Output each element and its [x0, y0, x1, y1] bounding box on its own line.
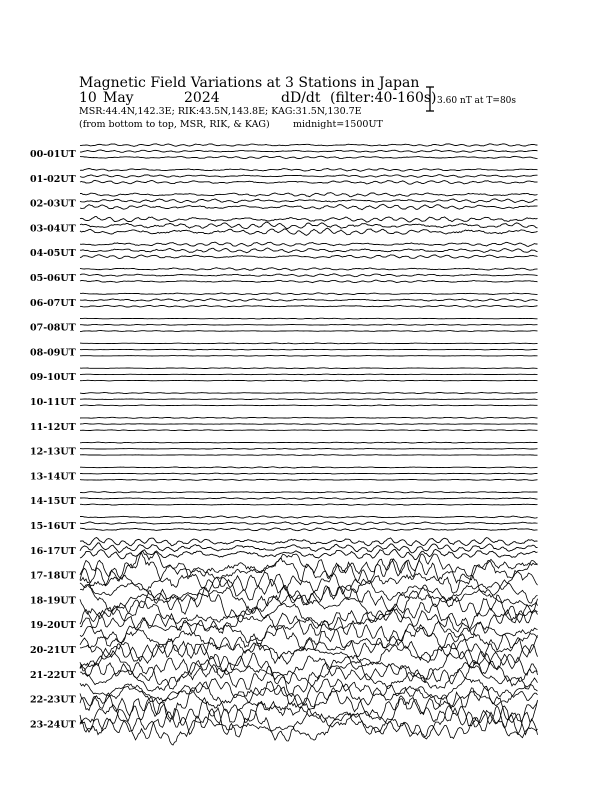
date-day: 10 [79, 90, 97, 106]
trace-23-24UT-KAG [80, 698, 538, 738]
row-label-18-19UT: 18-19UT [30, 595, 76, 607]
trace-13-14UT-KAG [80, 467, 538, 468]
row-label-01-02UT: 01-02UT [30, 173, 76, 185]
row-label-20-21UT: 20-21UT [30, 645, 76, 656]
trace-06-07UT-MSR [80, 305, 538, 307]
trace-10-11UT-KAG [80, 393, 538, 394]
row-label-14-15UT: 14-15UT [30, 496, 76, 508]
trace-19-20UT-RIK [80, 606, 538, 637]
row-label-05-06UT: 05-06UT [30, 273, 76, 284]
trace-06-07UT-KAG [80, 293, 538, 295]
row-label-06-07UT: 06-07UT [30, 297, 76, 309]
trace-09-10UT-KAG [80, 368, 538, 369]
stations-info: MSR:44.4N,142.3E; RIK:43.5N,143.8E; KAG:31.5N,130.7E [79, 106, 362, 117]
trace-07-08UT-RIK [80, 324, 538, 325]
trace-03-04UT-KAG [80, 217, 538, 222]
trace-04-05UT-MSR [80, 255, 538, 259]
midnight-note: midnight=1500UT [293, 119, 383, 130]
row-label-04-05UT: 04-05UT [30, 248, 76, 260]
row-label-03-04UT: 03-04UT [30, 223, 76, 235]
trace-05-06UT-KAG [80, 268, 538, 271]
order-note: (from bottom to top, MSR, RIK, & KAG) [79, 119, 270, 130]
trace-08-09UT-KAG [80, 343, 538, 344]
trace-04-05UT-KAG [80, 242, 538, 246]
trace-00-01UT-KAG [80, 144, 538, 147]
row-label-12-13UT: 12-13UT [30, 446, 76, 458]
trace-11-12UT-KAG [80, 417, 538, 418]
trace-10-11UT-MSR [80, 405, 538, 406]
trace-07-08UT-MSR [80, 331, 538, 332]
trace-12-13UT-KAG [80, 442, 538, 443]
row-label-17-18UT: 17-18UT [30, 570, 76, 582]
trace-01-02UT-KAG [80, 169, 538, 172]
row-label-19-20UT: 19-20UT [30, 620, 76, 632]
trace-13-14UT-RIK [80, 473, 538, 474]
trace-15-16UT-RIK [80, 522, 538, 525]
scale-bar-label: 3.60 nT at T=80s [437, 96, 517, 106]
row-label-22-23UT: 22-23UT [30, 694, 76, 706]
trace-12-13UT-MSR [80, 455, 538, 456]
scale-bar [426, 87, 516, 111]
quantity-label: dD/dt [281, 90, 321, 106]
trace-01-02UT-MSR [80, 180, 538, 184]
trace-10-11UT-RIK [80, 399, 538, 400]
chart-title: Magnetic Field Variations at 3 Stations in Japan [79, 75, 420, 91]
trace-11-12UT-MSR [80, 430, 538, 431]
trace-15-16UT-KAG [80, 516, 538, 518]
trace-03-04UT-RIK [80, 222, 538, 229]
trace-01-02UT-RIK [80, 175, 538, 178]
trace-02-03UT-MSR [80, 204, 538, 210]
row-label-23-24UT: 23-24UT [30, 719, 76, 731]
row-label-07-08UT: 07-08UT [30, 322, 76, 334]
trace-14-15UT-KAG [80, 492, 538, 493]
trace-12-13UT-RIK [80, 448, 538, 449]
row-label-09-10UT: 09-10UT [30, 372, 76, 384]
trace-13-14UT-MSR [80, 479, 538, 480]
row-label-08-09UT: 08-09UT [30, 347, 76, 359]
trace-21-22UT-RIK [80, 654, 538, 690]
row-label-00-01UT: 00-01UT [30, 149, 76, 160]
trace-15-16UT-MSR [80, 528, 538, 531]
filter-label: (filter:40-160s) [330, 90, 437, 106]
date-year: 2024 [184, 90, 220, 106]
trace-04-05UT-RIK [80, 248, 538, 253]
trace-06-07UT-RIK [80, 299, 538, 302]
trace-14-15UT-MSR [80, 504, 538, 505]
row-label-16-17UT: 16-17UT [30, 545, 76, 557]
trace-09-10UT-RIK [80, 374, 538, 375]
trace-11-12UT-RIK [80, 424, 538, 425]
trace-07-08UT-KAG [80, 318, 538, 319]
trace-00-01UT-RIK [80, 150, 538, 152]
trace-16-17UT-KAG [80, 538, 538, 546]
trace-02-03UT-RIK [80, 199, 538, 203]
traces [80, 144, 538, 745]
trace-08-09UT-MSR [80, 356, 538, 357]
trace-08-09UT-RIK [80, 349, 538, 350]
trace-03-04UT-MSR [80, 228, 538, 235]
trace-20-21UT-KAG [80, 625, 538, 657]
row-label-10-11UT: 10-11UT [30, 397, 76, 408]
row-label-21-22UT: 21-22UT [30, 669, 76, 681]
row-label-11-12UT: 11-12UT [30, 421, 76, 433]
row-label-15-16UT: 15-16UT [30, 521, 76, 532]
trace-00-01UT-MSR [80, 156, 538, 158]
row-label-13-14UT: 13-14UT [30, 471, 76, 483]
trace-14-15UT-RIK [80, 498, 538, 500]
date-month: May [103, 90, 134, 106]
row-label-02-03UT: 02-03UT [30, 198, 76, 210]
row-labels [30, 149, 76, 730]
trace-02-03UT-KAG [80, 193, 538, 197]
trace-09-10UT-MSR [80, 380, 538, 381]
trace-05-06UT-MSR [80, 280, 538, 283]
trace-05-06UT-RIK [80, 274, 538, 277]
